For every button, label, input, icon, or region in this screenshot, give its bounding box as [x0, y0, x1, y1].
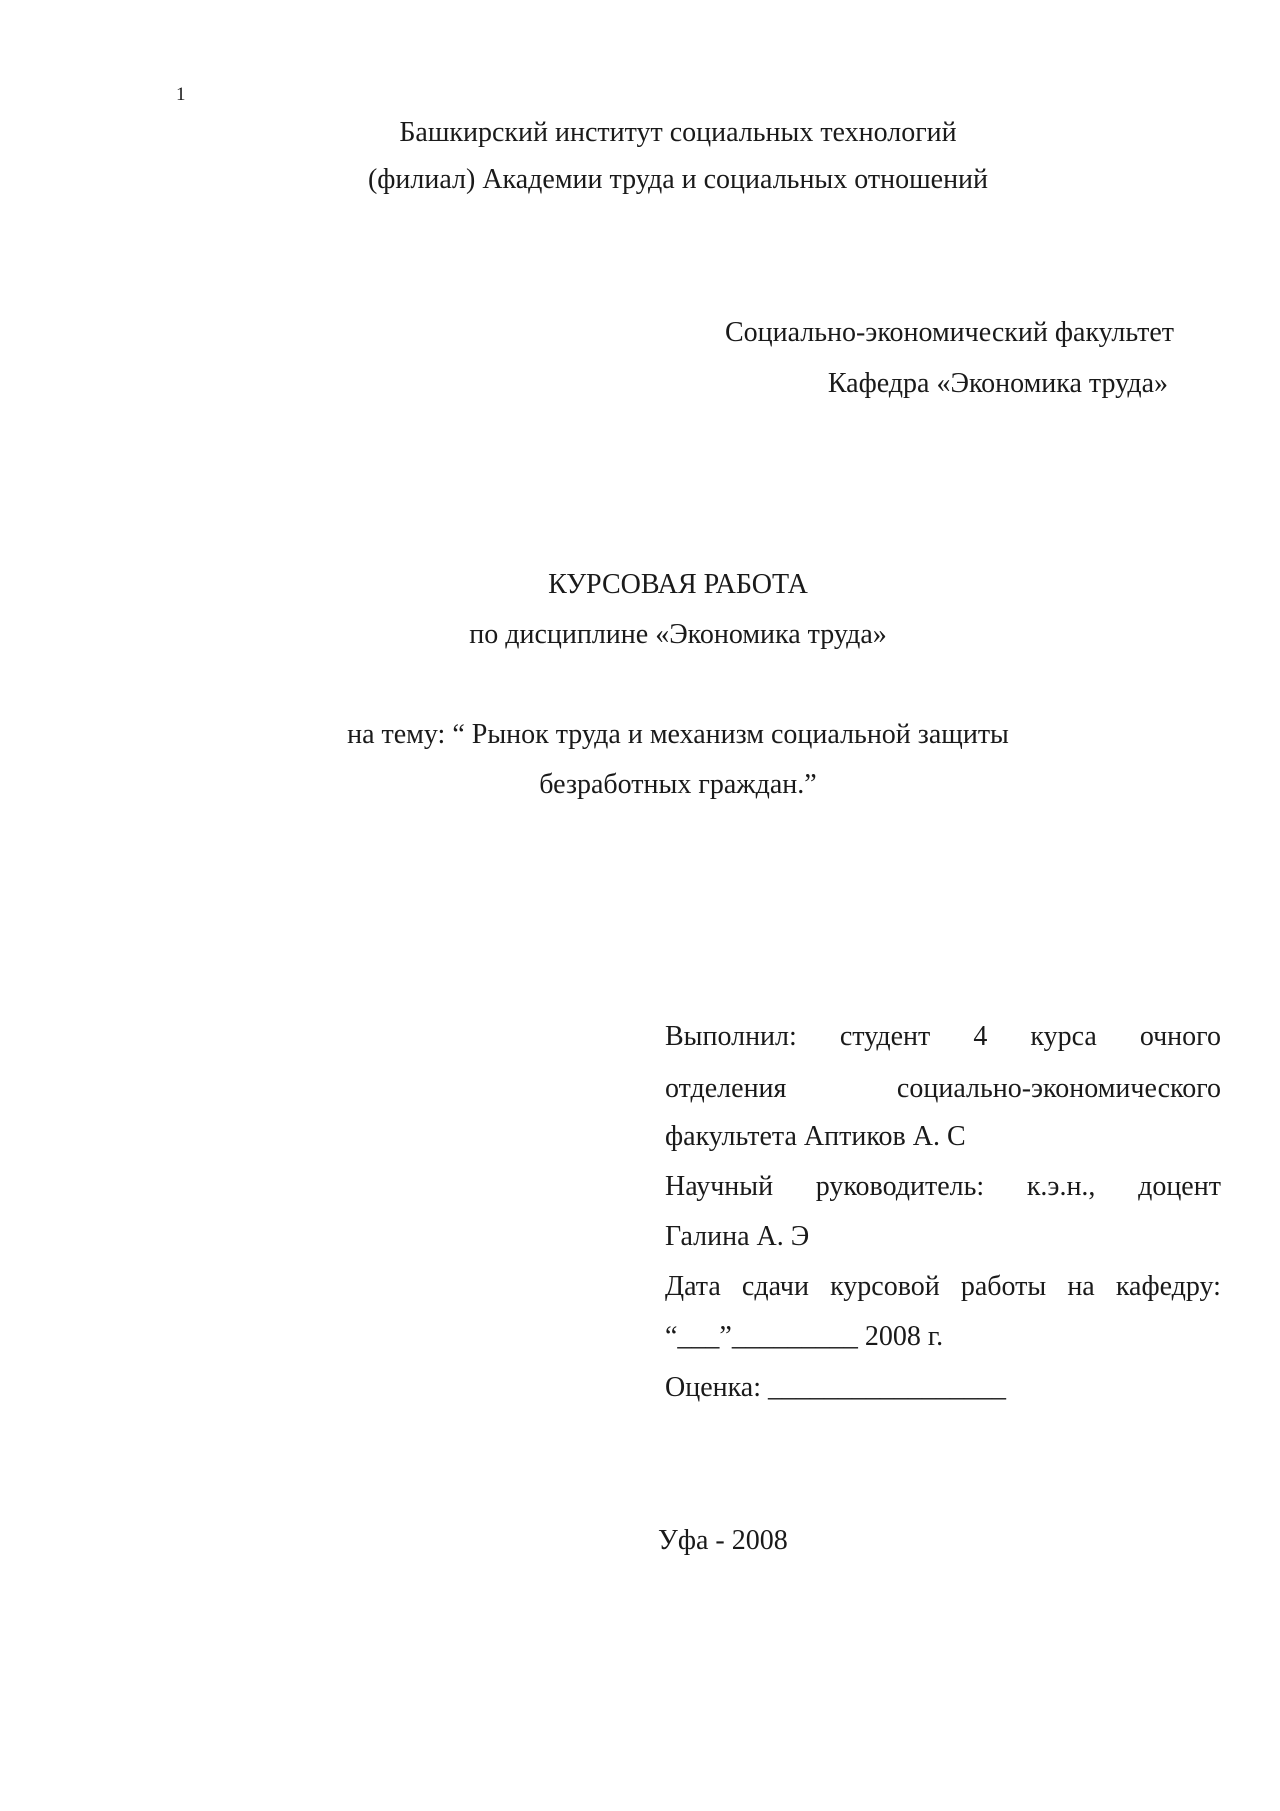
- department-word-1: отделения: [665, 1073, 787, 1104]
- submission-word-2: сдачи: [741, 1271, 809, 1302]
- submission-word-4: работы: [960, 1271, 1047, 1302]
- submission-line: [665, 1270, 1221, 1304]
- performed-word-5: очного: [1139, 1021, 1221, 1052]
- department-line: [665, 1072, 1221, 1106]
- city-year: Уфа - 2008: [658, 1525, 788, 1556]
- performed-word-3: 4: [973, 1021, 988, 1052]
- submission-date: “___”_________ 2008 г.: [665, 1321, 944, 1352]
- submission-word-6: кафедру:: [1115, 1271, 1221, 1302]
- institute-name-line1: Башкирский институт социальных технологий: [399, 117, 957, 148]
- supervisor-name: Галина А. Э: [665, 1221, 810, 1252]
- supervisor-word-1: Научный: [665, 1171, 774, 1202]
- department-word-2: социально-экономического: [896, 1073, 1221, 1104]
- submission-word-5: на: [1067, 1271, 1095, 1302]
- performed-word-4: курса: [1030, 1021, 1097, 1052]
- supervisor-word-4: доцент: [1138, 1171, 1221, 1202]
- student-name-line: факультета Аптиков А. С: [665, 1121, 966, 1152]
- performed-by-line: [665, 1020, 1221, 1054]
- performed-word-2: студент: [839, 1021, 931, 1052]
- page-number: 1: [176, 84, 186, 105]
- institute-name-line2: (филиал) Академии труда и социальных отношений: [367, 164, 989, 195]
- submission-word-3: курсовой: [830, 1271, 940, 1302]
- faculty-name: Социально-экономический факультет: [724, 317, 1174, 348]
- supervisor-word-2: руководитель:: [815, 1171, 985, 1202]
- performed-word-1: Выполнил:: [665, 1021, 797, 1052]
- department-name: Кафедра «Экономика труда»: [827, 368, 1168, 399]
- discipline-line: по дисциплине «Экономика труда»: [469, 619, 887, 650]
- supervisor-line: [665, 1170, 1221, 1204]
- grade-line: Оценка: _________________: [665, 1372, 1007, 1403]
- work-type-title: КУРСОВАЯ РАБОТА: [548, 569, 808, 600]
- submission-word-1: Дата: [665, 1271, 721, 1302]
- topic-line2: безработных граждан.”: [539, 769, 817, 800]
- supervisor-word-3: к.э.н.,: [1026, 1171, 1096, 1202]
- topic-line1: на тему: “ Рынок труда и механизм социальной защиты: [347, 719, 1009, 750]
